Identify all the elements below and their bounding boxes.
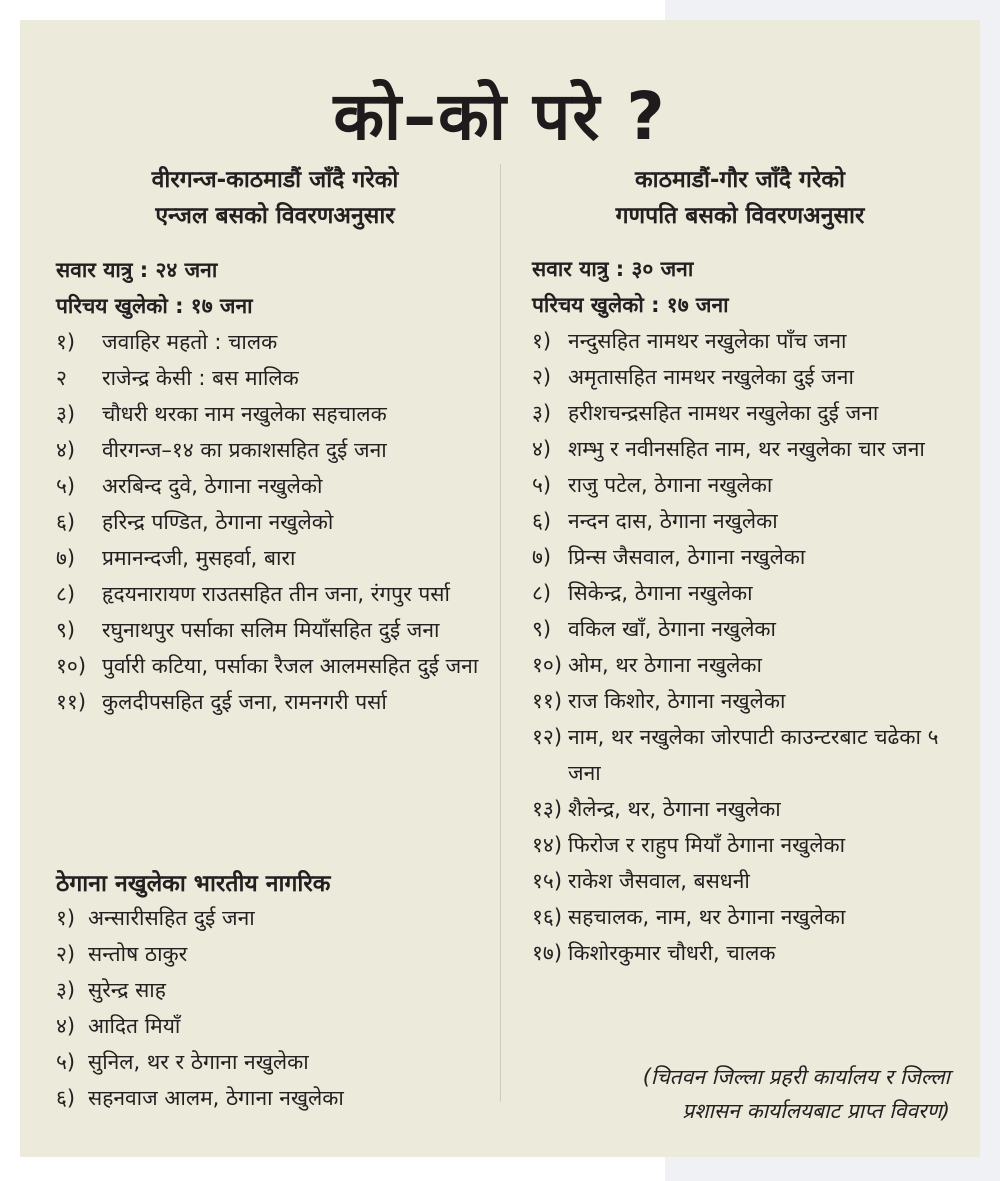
item-text: प्रिन्स जैसवाल, ठेगाना नखुलेका [568, 545, 806, 569]
item-number: ११) [532, 689, 563, 713]
list-item [56, 612, 496, 648]
item-text: सुनिल, थर र ठेगाना नखुलेका [88, 1050, 309, 1074]
item-number: १७) [532, 941, 563, 965]
list-item [532, 863, 972, 899]
item-number: २) [56, 942, 76, 966]
source-line1: (चितवन जिल्ला प्रहरी कार्यालय र जिल्ला [642, 1065, 950, 1089]
list-item [532, 395, 972, 431]
right-heading-line1: काठमाडौं-गौर जाँदै गरेको [634, 167, 846, 193]
list-item [532, 431, 972, 467]
item-text: नन्दुसहित नामथर नखुलेका पाँच जना [568, 329, 847, 353]
list-item [532, 467, 972, 503]
item-number: ४) [56, 1014, 76, 1038]
item-number: ११) [56, 690, 87, 714]
item-text: रघुनाथपुर पर्साका सलिम मियाँसहित दुई जना [102, 618, 440, 642]
list-item [56, 1008, 496, 1044]
right-passenger-count: सवार यात्रु : ३० जना [532, 257, 694, 281]
list-item [56, 972, 496, 1008]
item-text: राजु पटेल, ठेगाना नखुलेका [568, 473, 773, 497]
item-text: राजेन्द्र केसी : बस मालिक [102, 366, 299, 390]
item-text: आदित मियाँ [88, 1014, 181, 1038]
item-number: ७) [532, 545, 552, 569]
item-number: ३) [56, 978, 76, 1002]
item-number: १) [56, 330, 76, 354]
source-note [540, 1060, 950, 1128]
item-number: ६) [532, 509, 552, 533]
item-number: ८) [532, 581, 552, 605]
list-item [56, 468, 496, 504]
item-text: हृदयनारायण राउतसहित तीन जना, रंगपुर पर्सा [102, 582, 450, 606]
column-divider [500, 164, 501, 1102]
item-number: ६) [56, 510, 76, 534]
list-item [532, 719, 972, 791]
item-number: ५) [532, 473, 552, 497]
item-number: १) [56, 906, 76, 930]
item-number: १०) [56, 654, 87, 678]
item-text: अमृतासहित नामथर नखुलेका दुई जना [568, 365, 854, 389]
item-text: ओम, थर ठेगाना नखुलेका [568, 653, 762, 677]
item-number: ४) [56, 438, 76, 462]
item-text: प्रमानन्दजी, मुसहर्वा, बारा [102, 546, 296, 570]
item-text: राकेश जैसवाल, बसधनी [568, 869, 750, 893]
item-text: शम्भु र नवीनसहित नाम, थर नखुलेका चार जना [568, 437, 925, 461]
item-number: २ [56, 366, 67, 390]
item-text: सहचालक, नाम, थर ठेगाना नखुलेका [568, 905, 846, 929]
list-item [56, 1044, 496, 1080]
list-item [532, 899, 972, 935]
list-item [56, 900, 496, 936]
item-text: पुर्वारी कटिया, पर्साका रैजल आलमसहित दुई जना [102, 654, 479, 678]
right-heading-line2: गणपति बसको विवरणअनुसार [615, 203, 865, 229]
item-number: ९) [56, 618, 76, 642]
item-number: २) [532, 365, 552, 389]
list-item [532, 611, 972, 647]
item-number: १२) [532, 725, 563, 749]
list-item [532, 827, 972, 863]
item-number: १) [532, 329, 552, 353]
item-number: ४) [532, 437, 552, 461]
item-number: १६) [532, 905, 563, 929]
item-text: फिरोज र राहुप मियाँ ठेगाना नखुलेका [568, 833, 846, 857]
list-item [56, 576, 496, 612]
item-text: वीरगन्ज–१४ का प्रकाशसहित दुई जना [102, 438, 387, 462]
item-number: १०) [532, 653, 563, 677]
item-text: शैलेन्द्र, थर, ठेगाना नखुलेका [568, 797, 781, 821]
item-text: सुरेन्द्र साह [88, 978, 166, 1002]
right-passenger-list [532, 251, 972, 971]
left-heading-line1: वीरगन्ज-काठमाडौं जाँदै गरेको [151, 167, 399, 193]
indian-citizens-heading: ठेगाना नखुलेका भारतीय नागरिक [56, 871, 331, 897]
item-number: १५) [532, 869, 563, 893]
list-item [532, 575, 972, 611]
item-text: सिकेन्द्र, ठेगाना नखुलेका [568, 581, 753, 605]
left-column-heading [60, 162, 490, 234]
list-item [56, 1080, 496, 1116]
item-number: ३) [532, 401, 552, 425]
item-text: हरिन्द्र पण्डित, ठेगाना नखुलेको [102, 510, 334, 534]
list-item [56, 648, 496, 684]
item-text: सन्तोष ठाकुर [88, 942, 188, 966]
list-item [56, 936, 496, 972]
item-text: हरीशचन्द्रसहित नामथर नखुलेका दुई जना [568, 401, 879, 425]
list-item [532, 503, 972, 539]
info-card [20, 20, 980, 1157]
item-number: ६) [56, 1086, 76, 1110]
item-number: १३) [532, 797, 563, 821]
left-heading-line2: एन्जल बसको विवरणअनुसार [155, 203, 395, 229]
list-item [532, 791, 972, 827]
item-number: १४) [532, 833, 563, 857]
list-item [56, 324, 496, 360]
item-text: नन्दन दास, ठेगाना नखुलेका [568, 509, 778, 533]
item-number: ५) [56, 474, 76, 498]
list-item [532, 539, 972, 575]
list-item [56, 396, 496, 432]
item-number: ३) [56, 402, 76, 426]
indian-citizens-list [56, 900, 496, 1116]
right-column-heading [520, 162, 960, 234]
item-text: सहनवाज आलम, ठेगाना नखुलेका [88, 1086, 344, 1110]
item-text: चौधरी थरका नाम नखुलेका सहचालक [102, 402, 387, 426]
item-number: ५) [56, 1050, 76, 1074]
list-item [56, 540, 496, 576]
list-item [56, 504, 496, 540]
list-item [532, 647, 972, 683]
page-title: को–को परे ? [333, 78, 667, 155]
item-number: ८) [56, 582, 76, 606]
item-text: किशोरकुमार चौधरी, चालक [568, 941, 776, 965]
item-text: नाम, थर नखुलेका जोरपाटी काउन्टरबाट चढेका ५ जना [568, 725, 939, 785]
list-item [532, 323, 972, 359]
list-item [56, 684, 496, 720]
item-text: अरबिन्द दुवे, ठेगाना नखुलेको [102, 474, 323, 498]
list-item [56, 432, 496, 468]
left-passenger-count: सवार यात्रु : २४ जना [56, 258, 218, 282]
left-identified-count: परिचय खुलेको : १७ जना [56, 294, 253, 318]
item-text: कुलदीपसहित दुई जना, रामनगरी पर्सा [102, 690, 387, 714]
list-item [532, 935, 972, 971]
item-text: अन्सारीसहित दुई जना [88, 906, 255, 930]
list-item [56, 360, 496, 396]
item-text: जवाहिर महतो : चालक [102, 330, 278, 354]
item-number: ७) [56, 546, 76, 570]
left-passenger-list [56, 252, 496, 720]
list-item [532, 683, 972, 719]
item-text: वकिल खाँ, ठेगाना नखुलेका [568, 617, 776, 641]
list-item [532, 359, 972, 395]
right-identified-count: परिचय खुलेको : १७ जना [532, 293, 729, 317]
item-text: राज किशोर, ठेगाना नखुलेका [568, 689, 786, 713]
item-number: ९) [532, 617, 552, 641]
source-line2: प्रशासन कार्यालयबाट प्राप्त विवरण) [682, 1099, 950, 1123]
